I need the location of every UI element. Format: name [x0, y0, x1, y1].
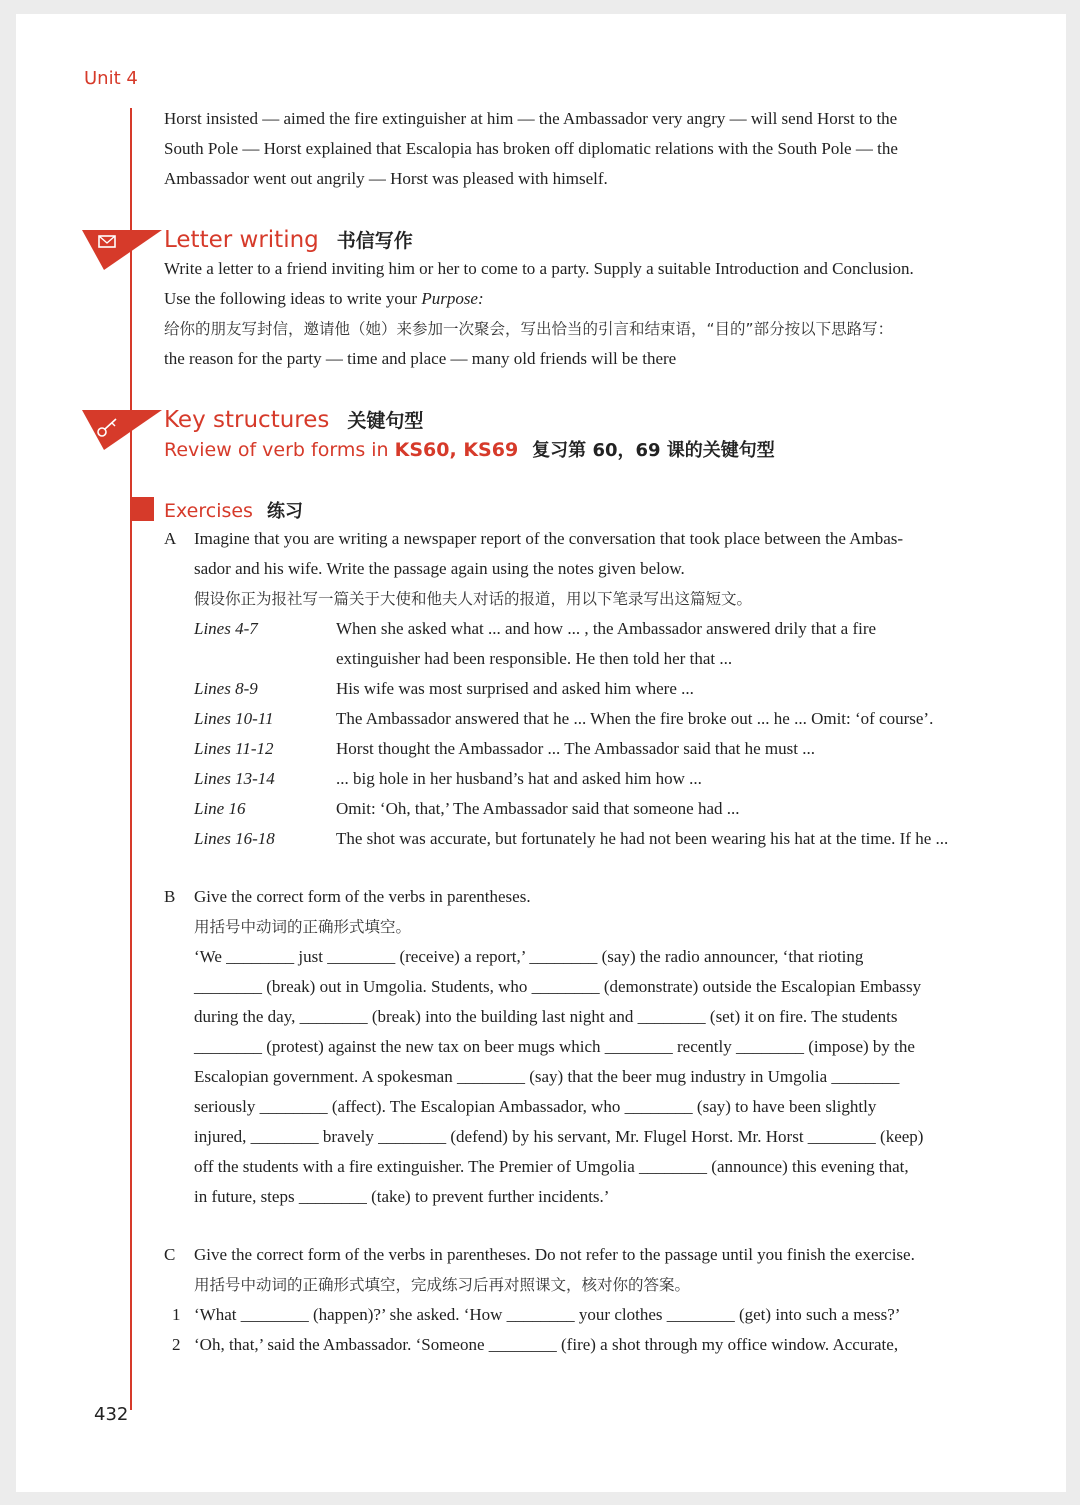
- exercise-line: Give the correct form of the verbs in parentheses.: [194, 887, 531, 906]
- passage-line: injured, ________ bravely ________ (defend) by his servant, Mr. Flugel Horst. Mr. Horst ________ (keep): [194, 1127, 924, 1146]
- key-structures-subtitle: [164, 436, 775, 462]
- notes-row: [194, 704, 1044, 734]
- letter-writing-body: [164, 254, 1054, 374]
- item-text: ‘What ________ (happen)?’ she asked. ‘How ________ your clothes ________ (get) into such a mess?’: [194, 1305, 901, 1324]
- notes-label: Lines 11-12: [194, 739, 274, 758]
- instruction-line: Write a letter to a friend inviting him or her to come to a party. Supply a suitable Introduction and Conclusion.: [164, 259, 914, 278]
- key-icon: [82, 406, 162, 452]
- page-number: 432: [94, 1404, 129, 1425]
- list-item: [172, 1300, 1052, 1330]
- notes-row: [194, 734, 1044, 764]
- notes-row: [194, 794, 1044, 824]
- notes-label: Line 16: [194, 799, 246, 818]
- section-title: Key structures: [164, 407, 330, 433]
- exercise-line: Imagine that you are writing a newspaper report of the conversation that took place between the Ambas-: [194, 529, 904, 548]
- instruction-line: [164, 284, 1054, 314]
- key-structures-heading: [164, 406, 423, 433]
- passage-line: Escalopian government. A spokesman ________ (say) that the beer mug industry in Umgolia ________: [194, 1067, 900, 1086]
- notes-text: When she asked what ... and how ... , the Ambassador answered drily that a fire: [336, 619, 877, 638]
- notes-text: The Ambassador answered that he ... When the fire broke out ... he ... Omit: ‘of course’.: [336, 709, 934, 728]
- subtitle-text: Review of verb forms in: [164, 439, 395, 461]
- notes-row: [194, 614, 1044, 644]
- item-text: ‘Oh, that,’ said the Ambassador. ‘Someone ________ (fire) a shot through my office window. Accurate,: [194, 1335, 899, 1354]
- item-number: 2: [172, 1335, 181, 1354]
- unit-label: Unit 4: [84, 68, 138, 89]
- section-title-cn: 关键句型: [347, 410, 424, 432]
- notes-row: [194, 674, 1044, 704]
- subtitle-bold: KS60, KS69: [394, 439, 519, 461]
- notes-label: Lines 4-7: [194, 619, 258, 638]
- exercise-c-items: [172, 1300, 1052, 1360]
- notes-row: [194, 824, 1044, 854]
- notes-text: extinguisher had been responsible. He then told her that ...: [336, 649, 733, 668]
- letter-writing-heading: [164, 226, 413, 253]
- exercise-a-letter: A: [164, 529, 177, 548]
- passage-line: during the day, ________ (break) into the building last night and ________ (set) it on fire. The students: [194, 1007, 898, 1026]
- notes-text: Horst thought the Ambassador ... The Ambassador said that he must ...: [336, 739, 815, 758]
- instruction-text: Use the following ideas to write your: [164, 289, 422, 308]
- ideas-line: the reason for the party — time and place — many old friends will be there: [164, 349, 677, 368]
- exercise-b: [194, 882, 1044, 1212]
- exercise-line-cn: 用括号中动词的正确形式填空。: [194, 918, 412, 936]
- passage-line: ‘We ________ just ________ (receive) a report,’ ________ (say) the radio announcer, ‘that rioting: [194, 947, 864, 966]
- list-item: [172, 1330, 1052, 1360]
- exercise-line: sador and his wife. Write the passage again using the notes given below.: [194, 559, 685, 578]
- notes-table: [194, 614, 1044, 854]
- notes-label: Lines 8-9: [194, 679, 258, 698]
- passage-line: ________ (protest) against the new tax on beer mugs which ________ recently ________ (impose) by the: [194, 1037, 915, 1056]
- exercises-heading: [164, 497, 303, 523]
- exercise-c: [194, 1240, 1054, 1300]
- summary-line: Ambassador went out angrily — Horst was pleased with himself.: [164, 169, 608, 188]
- passage-line: ________ (break) out in Umgolia. Students, who ________ (demonstrate) outside the Escalopian Embassy: [194, 977, 922, 996]
- exercise-c-letter: C: [164, 1245, 176, 1264]
- exercise-a: [194, 524, 1044, 854]
- section-title: Letter writing: [164, 227, 319, 253]
- passage-line: off the students with a fire extinguisher. The Premier of Umgolia ________ (announce) this evening that,: [194, 1157, 909, 1176]
- notes-row: [194, 764, 1044, 794]
- instruction-italic: Purpose:: [421, 289, 484, 308]
- instruction-cn: 给你的朋友写封信，邀请他（她）来参加一次聚会，写出恰当的引言和结束语，“目的”部分按以下思路写：: [164, 320, 894, 338]
- notes-text: ... big hole in her husband’s hat and asked him how ...: [336, 769, 702, 788]
- notes-row: [194, 644, 1044, 674]
- item-number: 1: [172, 1305, 181, 1324]
- summary-paragraph: [164, 104, 1044, 194]
- notes-text: The shot was accurate, but fortunately he had not been wearing his hat at the time. If he ...: [336, 829, 949, 848]
- margin-rule: [130, 108, 132, 1410]
- exercises-marker: [130, 497, 154, 521]
- subtitle-cn: 复习第 60，69 课的关键句型: [532, 440, 775, 461]
- notes-text: Omit: ‘Oh, that,’ The Ambassador said that someone had ...: [336, 799, 740, 818]
- passage-line: in future, steps ________ (take) to prevent further incidents.’: [194, 1187, 610, 1206]
- exercises-title-cn: 练习: [266, 501, 303, 522]
- summary-line: Horst insisted — aimed the fire extinguisher at him — the Ambassador very angry — will send Horst to the: [164, 109, 898, 128]
- exercise-line-cn: 用括号中动词的正确形式填空，完成练习后再对照课文，核对你的答案。: [194, 1276, 691, 1294]
- exercise-b-letter: B: [164, 887, 176, 906]
- notes-label: Lines 10-11: [194, 709, 274, 728]
- notes-text: His wife was most surprised and asked him where ...: [336, 679, 694, 698]
- section-title-cn: 书信写作: [336, 230, 413, 252]
- exercise-line: Give the correct form of the verbs in parentheses. Do not refer to the passage until you finish the exercise.: [194, 1245, 915, 1264]
- exercises-title: Exercises: [164, 500, 253, 522]
- textbook-page: [16, 14, 1066, 1492]
- passage-line: seriously ________ (affect). The Escalopian Ambassador, who ________ (say) to have been slightly: [194, 1097, 877, 1116]
- envelope-icon: [82, 226, 162, 272]
- notes-label: Lines 13-14: [194, 769, 275, 788]
- summary-line: South Pole — Horst explained that Escalopia has broken off diplomatic relations with the South Pole — the: [164, 139, 898, 158]
- notes-label: Lines 16-18: [194, 829, 275, 848]
- notes-label: [194, 644, 336, 674]
- exercise-line-cn: 假设你正为报社写一篇关于大使和他夫人对话的报道，用以下笔录写出这篇短文。: [194, 590, 753, 608]
